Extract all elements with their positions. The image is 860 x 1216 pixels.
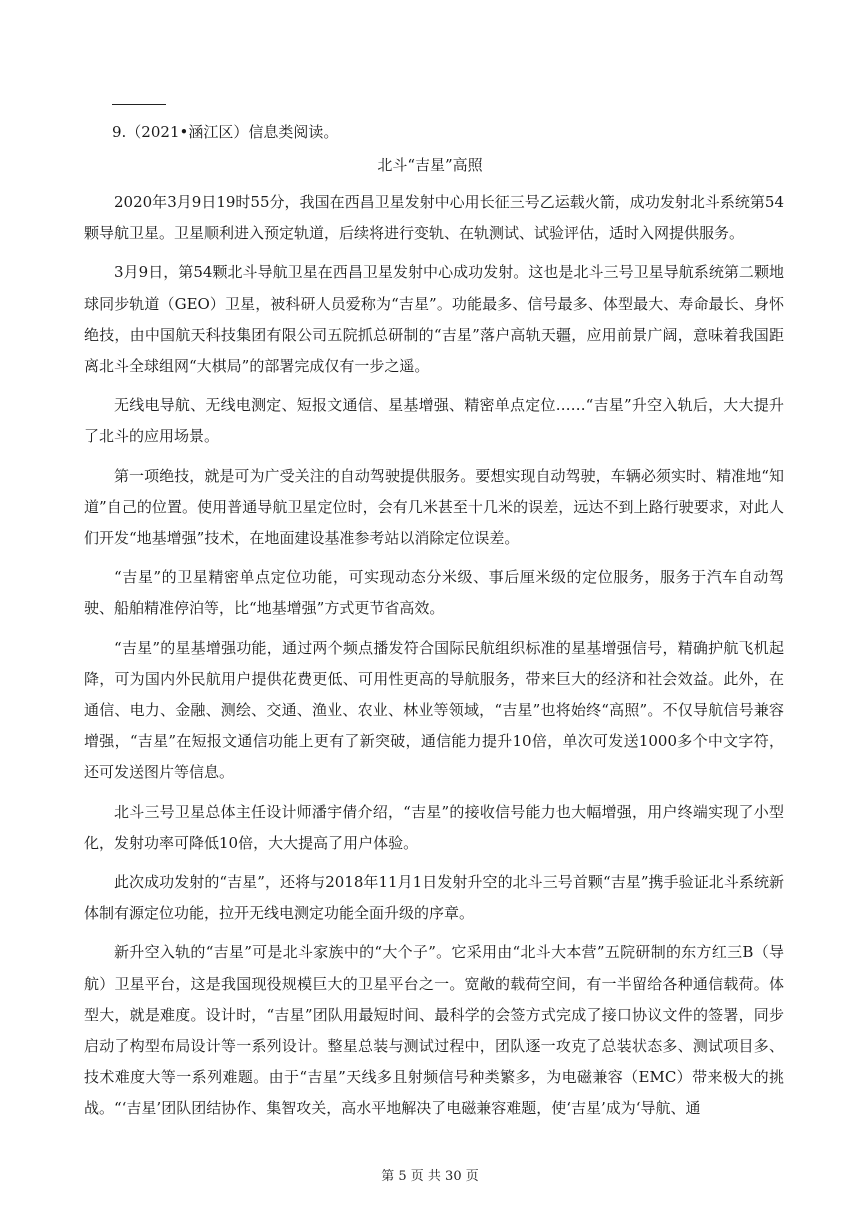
paragraph: 2020年3月9日19时55分，我国在西昌卫星发射中心用长征三号乙运载火箭，成功发射北斗系统第54颗导航卫星。卫星顺利进入预定轨道，后续将进行变轨、在轨测试、试验评估，适时入网提供服务。 xyxy=(84,193,784,243)
paragraph: 3月9日，第54颗北斗导航卫星在西昌卫星发射中心成功发射。这也是北斗三号卫星导航系统第二颗地球同步轨道（GEO）卫星，被科研人员爱称为“吉星”。功能最多、信号最多、体型最大、寿命最长、身怀绝技，由中国航天科技集团有限公司五院抓总研制的“吉星”落户高轨天疆，应用前景广阔，意味着我国距离北斗全球组网“大棋局”的部署完成仅有一步之遥。 xyxy=(84,263,784,376)
article-title: 北斗“吉星”高照 xyxy=(377,156,483,174)
answer-blank-line xyxy=(112,104,166,105)
article-body xyxy=(84,187,784,1133)
paragraph: 新升空入轨的“吉星”可是北斗家族中的“大个子”。它采用由“北斗大本营”五院研制的东方红三B（导航）卫星平台，这是我国现役规模巨大的卫星平台之一。宽敞的载荷空间，有一半留给各种通信载荷。体型大，就是难度。设计时，“吉星”团队用最短时间、最科学的会签方式完成了接口协议文件的签署，同步启动了构型布局设计等一系列设计。整星总装与测试过程中，团队逐一攻克了总装状态多、测试项目多、技术难度大等一系列难题。由于“吉星”天线多且射频信号种类繁多，为电磁兼容（EMC）带来极大的挑战。“‘吉星’团队团结协作、集智攻关，高水平地解决了电磁兼容难题，使‘吉星’成为‘导航、通 xyxy=(84,943,784,1118)
paragraph: 第一项绝技，就是可为广受关注的自动驾驶提供服务。要想实现自动驾驶，车辆必须实时、精准地“知道”自己的位置。使用普通导航卫星定位时，会有几米甚至十几米的误差，远达不到上路行驶要求，对此人们开发“地基增强”技术，在地面建设基准参考站以消除定位误差。 xyxy=(84,466,784,548)
page-number-footer: 第 5 页 共 30 页 xyxy=(381,1169,479,1184)
paragraph: 北斗三号卫星总体主任设计师潘宇倩介绍，“吉星”的接收信号能力也大幅增强，用户终端实现了小型化，发射功率可降低10倍，大大提高了用户体验。 xyxy=(84,802,784,852)
paragraph: 无线电导航、无线电测定、短报文通信、星基增强、精密单点定位……“吉星”升空入轨后，大大提升了北斗的应用场景。 xyxy=(84,396,784,446)
question-heading: 9.（2021•涵江区）信息类阅读。 xyxy=(112,123,339,141)
paragraph: “吉星”的星基增强功能，通过两个频点播发符合国际民航组织标准的星基增强信号，精确护航飞机起降，可为国内外民航用户提供花费更低、可用性更高的导航服务，带来巨大的经济和社会效益。此外，在通信、电力、金融、测绘、交通、渔业、农业、林业等领域，“吉星”也将始终“高照”。不仅导航信号兼容增强，“吉星”在短报文通信功能上更有了新突破，通信能力提升10倍，单次可发送1000多个中文字符，还可发送图片等信息。 xyxy=(84,638,784,782)
paragraph: “吉星”的卫星精密单点定位功能，可实现动态分米级、事后厘米级的定位服务，服务于汽车自动驾驶、船舶精准停泊等，比“地基增强”方式更节省高效。 xyxy=(84,568,784,618)
paragraph: 此次成功发射的“吉星”，还将与2018年11月1日发射升空的北斗三号首颗“吉星”携手验证北斗系统新体制有源定位功能，拉开无线电测定功能全面升级的序章。 xyxy=(84,873,784,923)
